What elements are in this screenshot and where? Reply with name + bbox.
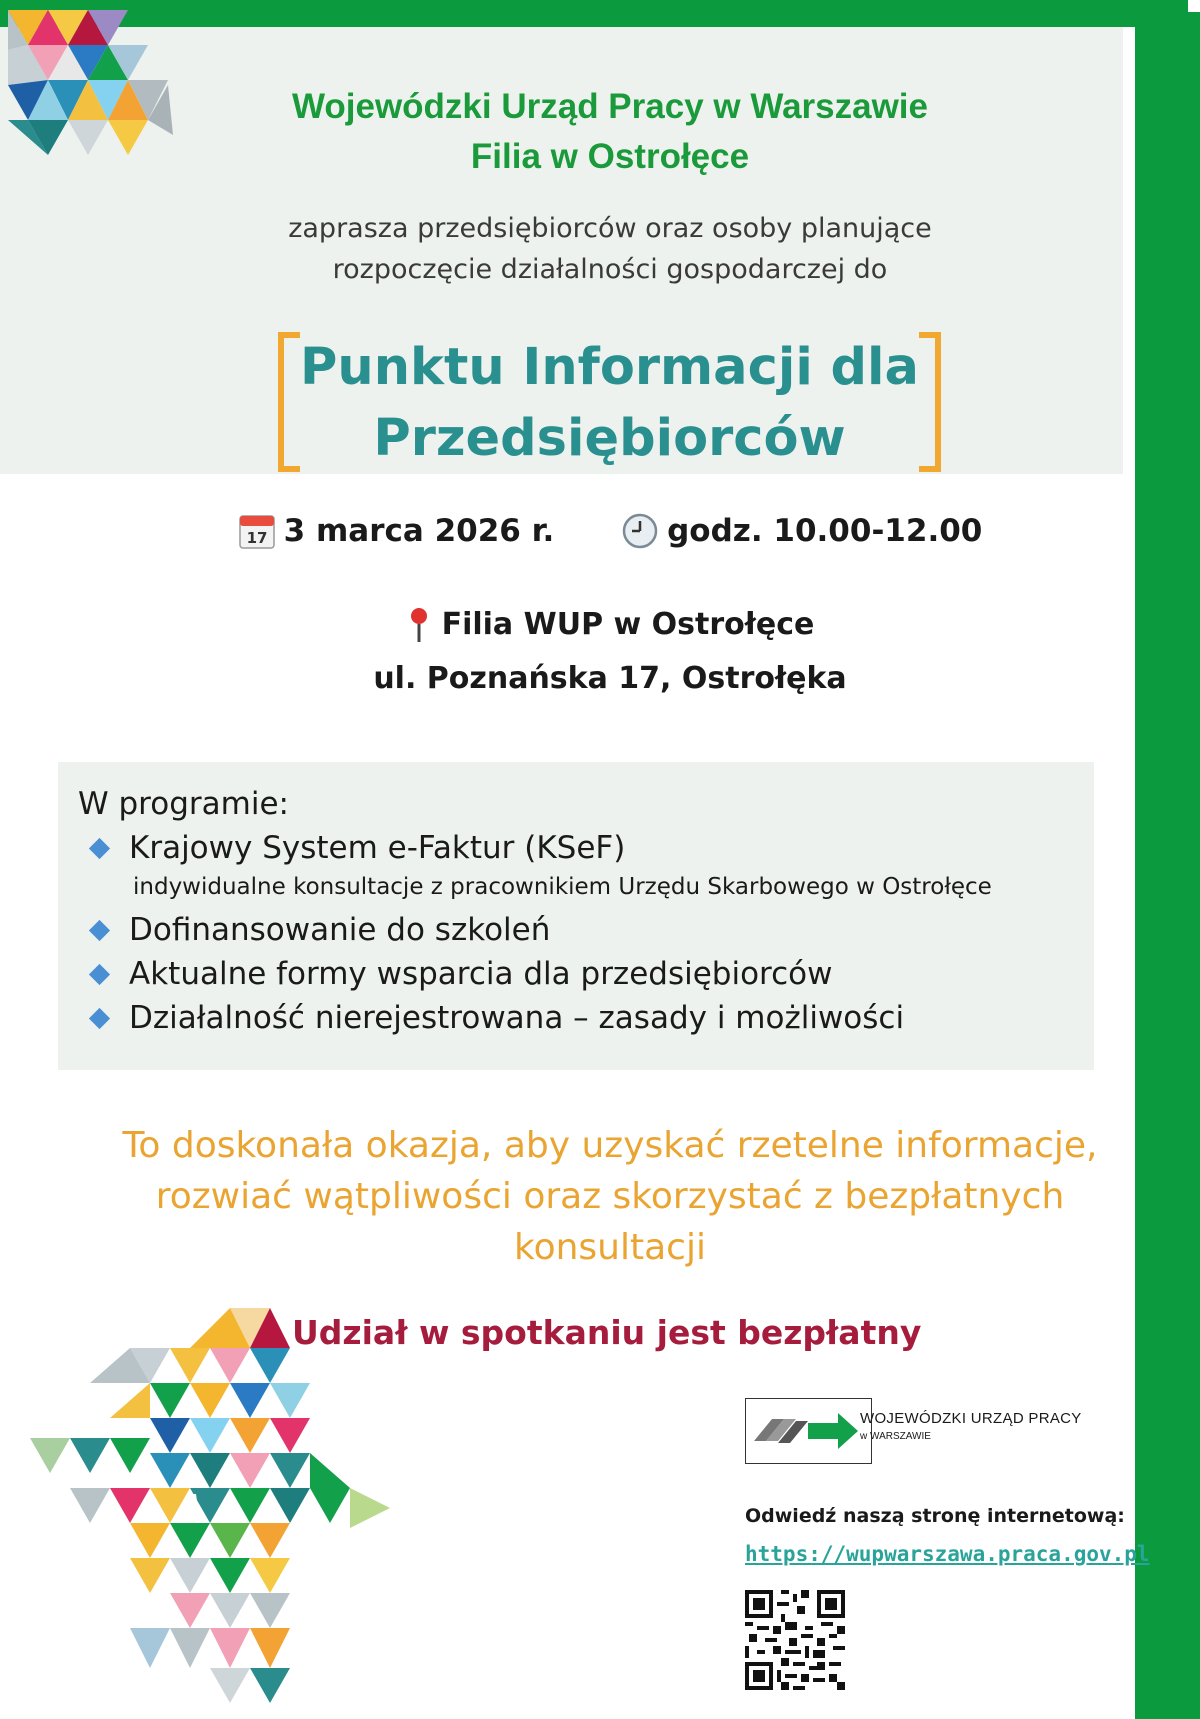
- program-item-subtext: indywidualne konsultacje z pracownikiem Urzędu Skarbowego w Ostrołęce: [133, 874, 992, 900]
- diamond-bullet-icon: [89, 1007, 110, 1028]
- date-time-row: [0, 512, 1200, 558]
- svg-text:17: 17: [246, 529, 268, 547]
- event-location: [0, 603, 1200, 701]
- visit-website-label: Odwiedź naszą stronę internetową:: [745, 1505, 1125, 1527]
- wup-logo-icon: [746, 1399, 870, 1462]
- program-item-label: Krajowy System e-Faktur (KSeF): [129, 830, 626, 866]
- clock-icon: [621, 512, 659, 550]
- org-line-1: Wojewódzki Urząd Pracy w Warszawie: [291, 87, 929, 126]
- tagline-line-3: konsultacji: [514, 1227, 706, 1268]
- invite-line-1: zaprasza przedsiębiorców oraz osoby planujące: [288, 213, 932, 244]
- invite-line-2: rozpoczęcie działalności gospodarczej do: [332, 254, 888, 285]
- invitation-text: [0, 208, 1200, 290]
- tagline: [0, 1120, 1200, 1273]
- program-section: [58, 762, 1094, 1070]
- organization-name: [0, 82, 1200, 182]
- diamond-bullet-icon: [89, 837, 110, 858]
- tagline-line-1: To doskonała okazja, aby uzyskać rzetelne informacje,: [122, 1125, 1098, 1166]
- location-line-2: ul. Poznańska 17, Ostrołęka: [373, 661, 847, 696]
- date-text: 3 marca 2026 r.: [283, 513, 555, 549]
- mosaic-decoration-bottom: [30, 1308, 390, 1708]
- program-item-label: Aktualne formy wsparcia dla przedsiębiorców: [129, 956, 833, 992]
- title-line-2: Przedsiębiorców: [373, 409, 846, 468]
- logo-line-1: WOJEWÓDZKI URZĄD PRACY: [860, 1410, 1082, 1427]
- time-text: godz. 10.00-12.00: [667, 513, 983, 549]
- qr-code[interactable]: [745, 1590, 845, 1690]
- event-date: [238, 512, 555, 550]
- program-item: [78, 996, 1094, 1040]
- wup-logo-text: [860, 1410, 1082, 1442]
- map-pin-icon: [406, 606, 432, 644]
- diamond-bullet-icon: [89, 963, 110, 984]
- tagline-line-2: rozwiać wątpliwości oraz skorzystać z bezpłatnych: [155, 1176, 1065, 1217]
- corner-notch: [1188, 0, 1200, 12]
- wup-logo-box: [745, 1398, 872, 1464]
- program-item-label: Dofinansowanie do szkoleń: [129, 912, 551, 948]
- website-link[interactable]: https://wupwarszawa.praca.gov.pl: [745, 1542, 1150, 1566]
- program-item-label: Działalność nierejestrowana – zasady i możliwości: [129, 1000, 905, 1036]
- event-title: [278, 332, 941, 474]
- event-title-box: [278, 332, 941, 472]
- diamond-bullet-icon: [89, 919, 110, 940]
- logo-line-2: w WARSZAWIE: [860, 1431, 931, 1442]
- green-top-bar: [0, 0, 1200, 27]
- location-name: Filia WUP w Ostrołęce: [441, 607, 815, 642]
- calendar-icon: [238, 512, 276, 550]
- program-item: [78, 908, 1094, 952]
- free-participation-note: Udział w spotkaniu jest bezpłatny: [292, 1313, 922, 1352]
- org-line-2: Filia w Ostrołęce: [470, 137, 750, 176]
- program-heading: W programie:: [78, 786, 289, 822]
- program-item: [78, 826, 1094, 870]
- title-line-1: Punktu Informacji dla: [300, 338, 919, 397]
- event-time: [621, 512, 982, 550]
- program-item: [78, 952, 1094, 996]
- location-line-1: [406, 603, 815, 647]
